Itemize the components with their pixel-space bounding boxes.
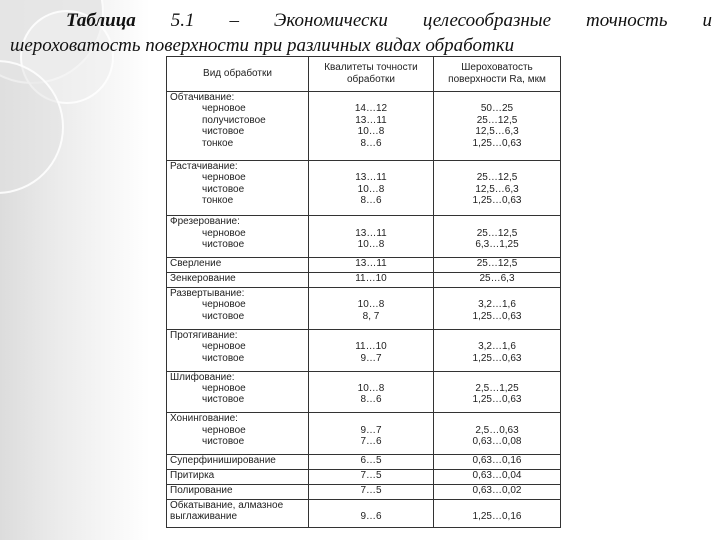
spacer-line bbox=[312, 92, 430, 103]
roughness-value: 25…12,5 bbox=[476, 227, 518, 239]
sub-operation: получистовое bbox=[202, 114, 266, 126]
operation-title: Протягивание: bbox=[170, 329, 238, 341]
roughness-cell bbox=[434, 470, 561, 485]
quality-value: 9…7 bbox=[360, 424, 382, 436]
quality-cell bbox=[309, 287, 434, 329]
operation-cell bbox=[167, 455, 309, 470]
quality-value: 8…6 bbox=[360, 137, 382, 149]
quality-value: 11…10 bbox=[355, 273, 387, 285]
operation-cell bbox=[167, 92, 309, 161]
caption-word: 5.1 bbox=[170, 10, 195, 31]
sub-operation: тонкое bbox=[202, 195, 234, 207]
operation-cell bbox=[167, 413, 309, 455]
operation-title-cont: выглаживание bbox=[170, 510, 238, 522]
roughness-value: 12,5…6,3 bbox=[475, 183, 519, 195]
roughness-cell bbox=[434, 273, 561, 288]
roughness-value: 1,25…0,63 bbox=[472, 137, 522, 149]
roughness-value: 1,25…0,63 bbox=[472, 352, 522, 364]
spacer-line bbox=[437, 500, 557, 511]
table-row bbox=[167, 216, 561, 258]
caption-word: целесообразные bbox=[422, 10, 552, 31]
spacer-line bbox=[312, 372, 430, 383]
caption-lead: Таблица bbox=[66, 10, 136, 31]
quality-value: 10…8 bbox=[357, 239, 385, 251]
operation-title: Суперфиниширование bbox=[170, 455, 276, 467]
table-header-row bbox=[167, 57, 561, 92]
operation-cell bbox=[167, 258, 309, 273]
roughness-cell bbox=[434, 161, 561, 216]
table-row bbox=[167, 499, 561, 527]
roughness-cell bbox=[434, 371, 561, 413]
spacer-line bbox=[437, 92, 557, 103]
quality-value: 8, 7 bbox=[362, 310, 380, 322]
quality-cell bbox=[309, 216, 434, 258]
caption-line-2: шероховатость поверхности при различных видах обработки bbox=[10, 35, 515, 56]
quality-value: 13…11 bbox=[355, 172, 387, 184]
quality-value: 13…11 bbox=[355, 227, 387, 239]
operation-cell bbox=[167, 484, 309, 499]
caption-word: Экономически bbox=[273, 10, 388, 31]
quality-value: 8…6 bbox=[360, 195, 382, 207]
sub-operation: чистовое bbox=[202, 126, 245, 138]
roughness-cell bbox=[434, 484, 561, 499]
roughness-cell bbox=[434, 92, 561, 161]
quality-value: 9…6 bbox=[360, 510, 382, 522]
operation-title: Растачивание: bbox=[170, 161, 238, 173]
roughness-cell bbox=[434, 287, 561, 329]
spacer-line bbox=[437, 413, 557, 424]
quality-value: 14…12 bbox=[354, 103, 388, 115]
sub-operation: черновое bbox=[202, 382, 246, 394]
table-row bbox=[167, 371, 561, 413]
table-row bbox=[167, 258, 561, 273]
quality-value: 13…11 bbox=[355, 114, 387, 126]
roughness-value: 0,63…0,08 bbox=[472, 436, 522, 448]
table-row bbox=[167, 413, 561, 455]
spacer-line bbox=[312, 500, 430, 511]
table-row bbox=[167, 484, 561, 499]
caption-line-1 bbox=[0, 8, 712, 33]
quality-value: 11…10 bbox=[355, 341, 387, 353]
operation-cell bbox=[167, 329, 309, 371]
roughness-value: 1,25…0,63 bbox=[472, 394, 522, 406]
table-row bbox=[167, 287, 561, 329]
quality-cell bbox=[309, 371, 434, 413]
table-row bbox=[167, 329, 561, 371]
sub-operation: чистовое bbox=[202, 183, 245, 195]
roughness-value: 3,2…1,6 bbox=[478, 299, 516, 311]
operation-cell bbox=[167, 287, 309, 329]
quality-value: 7…5 bbox=[360, 484, 382, 496]
background-decoration bbox=[0, 0, 150, 540]
spacer-line bbox=[437, 288, 557, 299]
operation-cell bbox=[167, 499, 309, 527]
operation-title: Шлифование: bbox=[170, 371, 235, 383]
quality-cell bbox=[309, 329, 434, 371]
header-quality: Квалитеты точности обработки bbox=[309, 57, 434, 92]
sub-operation: черновое bbox=[202, 341, 246, 353]
spacer-line bbox=[312, 161, 430, 172]
roughness-cell bbox=[434, 216, 561, 258]
quality-value: 9…7 bbox=[360, 352, 382, 364]
spacer-line bbox=[437, 372, 557, 383]
table-row bbox=[167, 455, 561, 470]
spacer-line bbox=[312, 330, 430, 341]
sub-operation: черновое bbox=[202, 172, 246, 184]
sub-operation: тонкое bbox=[202, 137, 234, 149]
quality-cell bbox=[309, 484, 434, 499]
quality-cell bbox=[309, 92, 434, 161]
operation-title: Хонингование: bbox=[170, 413, 238, 425]
operation-title: Полирование bbox=[170, 484, 233, 496]
operation-cell bbox=[167, 161, 309, 216]
spacer-line bbox=[312, 216, 430, 227]
roughness-value: 1,25…0,16 bbox=[472, 510, 522, 522]
roughness-value: 1,25…0,63 bbox=[472, 195, 522, 207]
quality-value: 10…8 bbox=[357, 299, 385, 311]
table-row bbox=[167, 92, 561, 161]
roughness-value: 25…12,5 bbox=[476, 172, 518, 184]
quality-value: 8…6 bbox=[360, 394, 382, 406]
roughness-value: 50…25 bbox=[480, 103, 514, 115]
operation-title: Обкатывание, алмазное bbox=[170, 499, 284, 511]
quality-cell bbox=[309, 258, 434, 273]
spacer-line bbox=[312, 413, 430, 424]
spacer-line bbox=[437, 330, 557, 341]
table-row bbox=[167, 161, 561, 216]
spacer-line bbox=[437, 216, 557, 227]
quality-value: 7…6 bbox=[360, 436, 382, 448]
quality-value: 10…8 bbox=[357, 126, 385, 138]
spacer-line bbox=[437, 161, 557, 172]
table-row bbox=[167, 273, 561, 288]
caption-word: и bbox=[702, 10, 712, 31]
operation-title: Развертывание: bbox=[170, 287, 245, 299]
caption-word: – bbox=[229, 10, 239, 31]
roughness-value: 25…6,3 bbox=[479, 273, 515, 285]
quality-value: 10…8 bbox=[357, 382, 385, 394]
sub-operation: чистовое bbox=[202, 436, 245, 448]
roughness-cell bbox=[434, 455, 561, 470]
quality-cell bbox=[309, 161, 434, 216]
operation-title: Зенкерование bbox=[170, 273, 236, 285]
quality-cell bbox=[309, 455, 434, 470]
table-caption bbox=[0, 8, 712, 58]
header-roughness: Шероховатость поверхности Ra, мкм bbox=[434, 57, 561, 92]
roughness-value: 25…12,5 bbox=[476, 258, 518, 270]
quality-cell bbox=[309, 273, 434, 288]
sub-operation: чистовое bbox=[202, 239, 245, 251]
operation-cell bbox=[167, 470, 309, 485]
roughness-cell bbox=[434, 413, 561, 455]
caption-word: точность bbox=[586, 10, 668, 31]
sub-operation: чистовое bbox=[202, 310, 245, 322]
quality-cell bbox=[309, 470, 434, 485]
header-operation: Вид обработки bbox=[167, 57, 309, 92]
sub-operation: черновое bbox=[202, 424, 246, 436]
roughness-value: 0,63…0,16 bbox=[472, 455, 522, 467]
roughness-value: 3,2…1,6 bbox=[478, 341, 516, 353]
roughness-value: 0,63…0,04 bbox=[472, 470, 522, 482]
quality-value: 7…5 bbox=[360, 470, 382, 482]
operation-title: Сверление bbox=[170, 258, 222, 270]
roughness-cell bbox=[434, 329, 561, 371]
roughness-value: 6,3…1,25 bbox=[475, 239, 519, 251]
operation-title: Фрезерование: bbox=[170, 216, 240, 228]
quality-cell bbox=[309, 413, 434, 455]
roughness-value: 2,5…1,25 bbox=[475, 382, 519, 394]
operation-title: Притирка bbox=[170, 470, 215, 482]
sub-operation: черновое bbox=[202, 299, 246, 311]
operation-cell bbox=[167, 371, 309, 413]
machining-table bbox=[166, 56, 561, 528]
sub-operation: чистовое bbox=[202, 352, 245, 364]
operation-cell bbox=[167, 273, 309, 288]
roughness-value: 2,5…0,63 bbox=[475, 424, 519, 436]
operation-cell bbox=[167, 216, 309, 258]
spacer-line bbox=[312, 288, 430, 299]
quality-value: 6…5 bbox=[360, 455, 382, 467]
roughness-value: 0,63…0,02 bbox=[472, 484, 522, 496]
table-row bbox=[167, 470, 561, 485]
quality-cell bbox=[309, 499, 434, 527]
roughness-value: 12,5…6,3 bbox=[475, 126, 519, 138]
sub-operation: чистовое bbox=[202, 394, 245, 406]
roughness-cell bbox=[434, 258, 561, 273]
quality-value: 13…11 bbox=[355, 258, 387, 270]
sub-operation: черновое bbox=[202, 227, 246, 239]
roughness-value: 1,25…0,63 bbox=[472, 310, 522, 322]
roughness-cell bbox=[434, 499, 561, 527]
roughness-value: 25…12,5 bbox=[476, 114, 518, 126]
quality-value: 10…8 bbox=[357, 183, 385, 195]
sub-operation: черновое bbox=[202, 103, 246, 115]
operation-title: Обтачивание: bbox=[170, 92, 235, 103]
